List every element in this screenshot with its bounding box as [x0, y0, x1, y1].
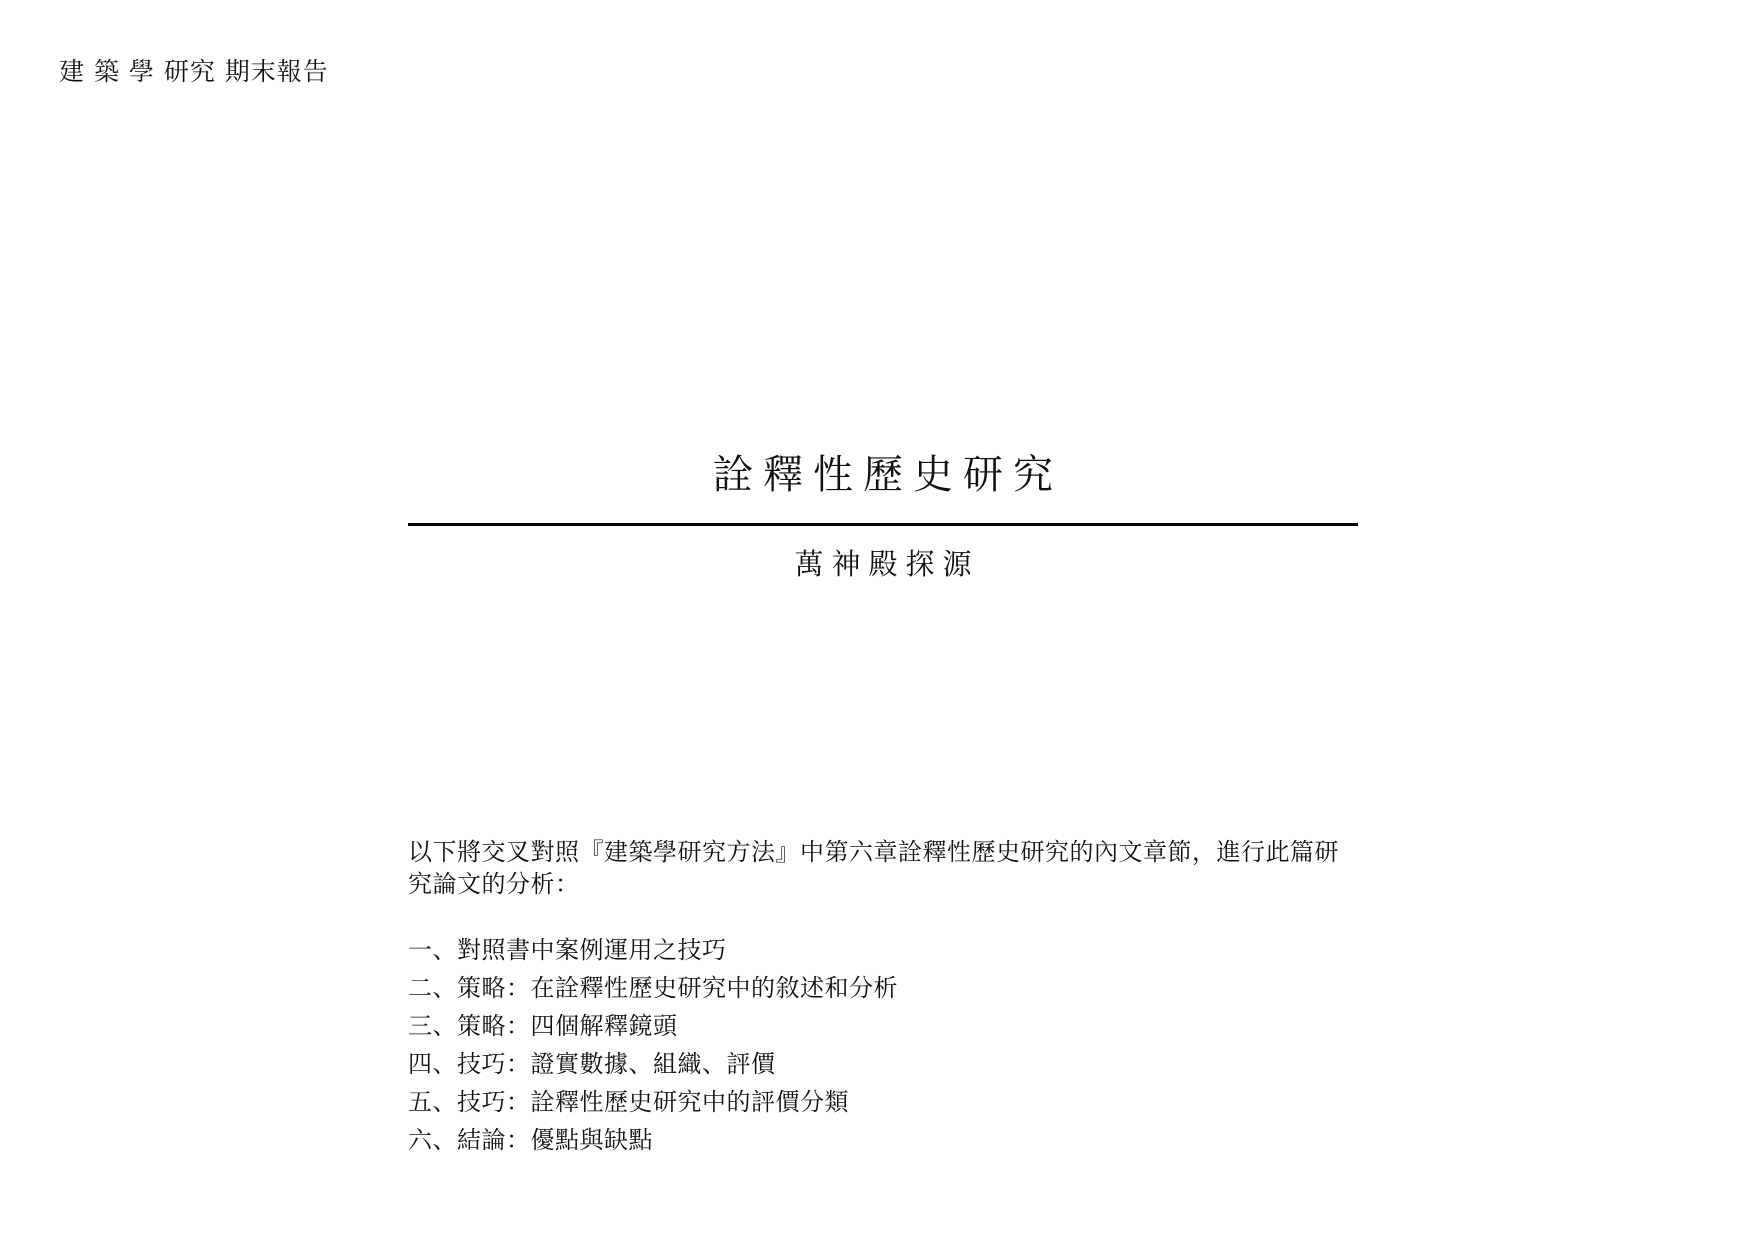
title-divider [408, 523, 1358, 526]
report-header-label: 建 築 學 研究 期末報告 [59, 57, 329, 86]
outline-item-6: 六、結論：優點與缺點 [408, 1126, 653, 1154]
outline-item-4: 四、技巧：證實數據、組織、評價 [408, 1050, 776, 1078]
document-subtitle: 萬神殿探源 [794, 547, 980, 581]
outline-item-3: 三、策略：四個解釋鏡頭 [408, 1012, 678, 1040]
outline-item-1: 一、對照書中案例運用之技巧 [408, 936, 727, 964]
outline-list [408, 931, 1358, 1159]
outline-item-2: 二、策略：在詮釋性歷史研究中的敘述和分析 [408, 974, 898, 1002]
outline-item-5: 五、技巧：詮釋性歷史研究中的評價分類 [408, 1088, 849, 1116]
document-title: 詮釋性歷史研究 [713, 452, 1063, 498]
title-block [408, 445, 1358, 586]
intro-paragraph: 以下將交叉對照『建築學研究方法』中第六章詮釋性歷史研究的內文章節，進行此篇研究論文的分析： [408, 838, 1339, 898]
